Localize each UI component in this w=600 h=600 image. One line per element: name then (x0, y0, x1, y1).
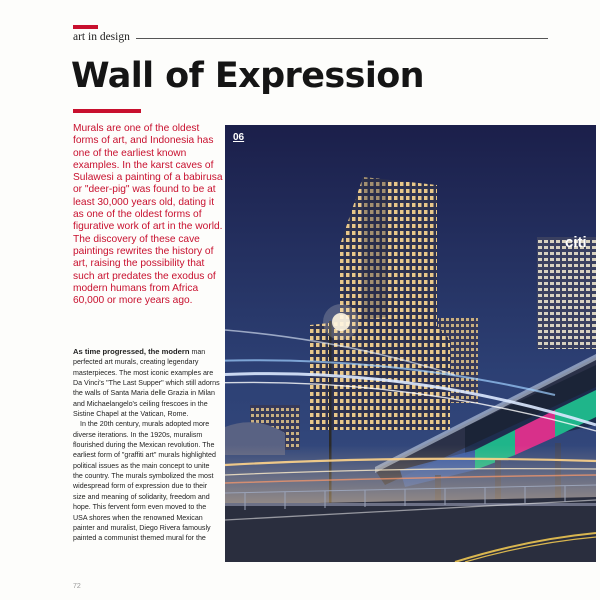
tower-sign: citi (565, 234, 587, 251)
page-folio: 72 (73, 583, 81, 590)
night-city-photo (225, 125, 596, 562)
body-paragraph-2: In the 20th century, murals adopted more diverse iterations. In the 1920s, muralism flourished during the Mexican revolution. The earliest form of "graffiti art" murals highlighted political issues as the main concept to unite the country. The murals symbolized the most widespread form of expression due to their size and meaning of solidarity, freedom and hope. This fervent form even moved to the USA shores when the renowned Mexican painter and muralist, Diego Rivera famously painted a communist themed mural for the (73, 420, 216, 543)
paragraph-1-text: man perfected art murals, creating legendary masterpieces. The most iconic examples are Da Vinci's "The Last Supper" which still adorns the walls of Santa Maria delle Grazia in Milan and Michaelangelo's ceiling frescoes in the Sistine Chapel at the Vatican, Rome. (73, 348, 220, 419)
section-accent-bar (73, 25, 98, 29)
road (225, 497, 596, 562)
paragraph-lead-in: As time progressed, the modern (73, 347, 190, 356)
article-lead: Murals are one of the oldest forms of art, and Indonesia has one of the earliest known examples. In the karst caves of Sulawesi a painting of a babirusa or "deer-pig" was found to be at least 30,000 years old, dating it as one of the oldest forms of figurative work of art in the world. The discovery of these cave paintings rewrites the history of art, raising the possibility that such art predates the exodus of modern humans from Africa 60,000 or more years ago. (73, 123, 223, 307)
article-body (73, 347, 221, 544)
photo-number: 06 (233, 132, 245, 143)
body-paragraph-1 (73, 347, 221, 419)
right-tower (537, 237, 596, 349)
section-rule (136, 38, 548, 39)
article-title: Wall of Expression (71, 56, 424, 96)
title-accent-bar (73, 109, 141, 113)
photo-illustration (225, 125, 596, 562)
section-label: art in design (73, 31, 130, 43)
